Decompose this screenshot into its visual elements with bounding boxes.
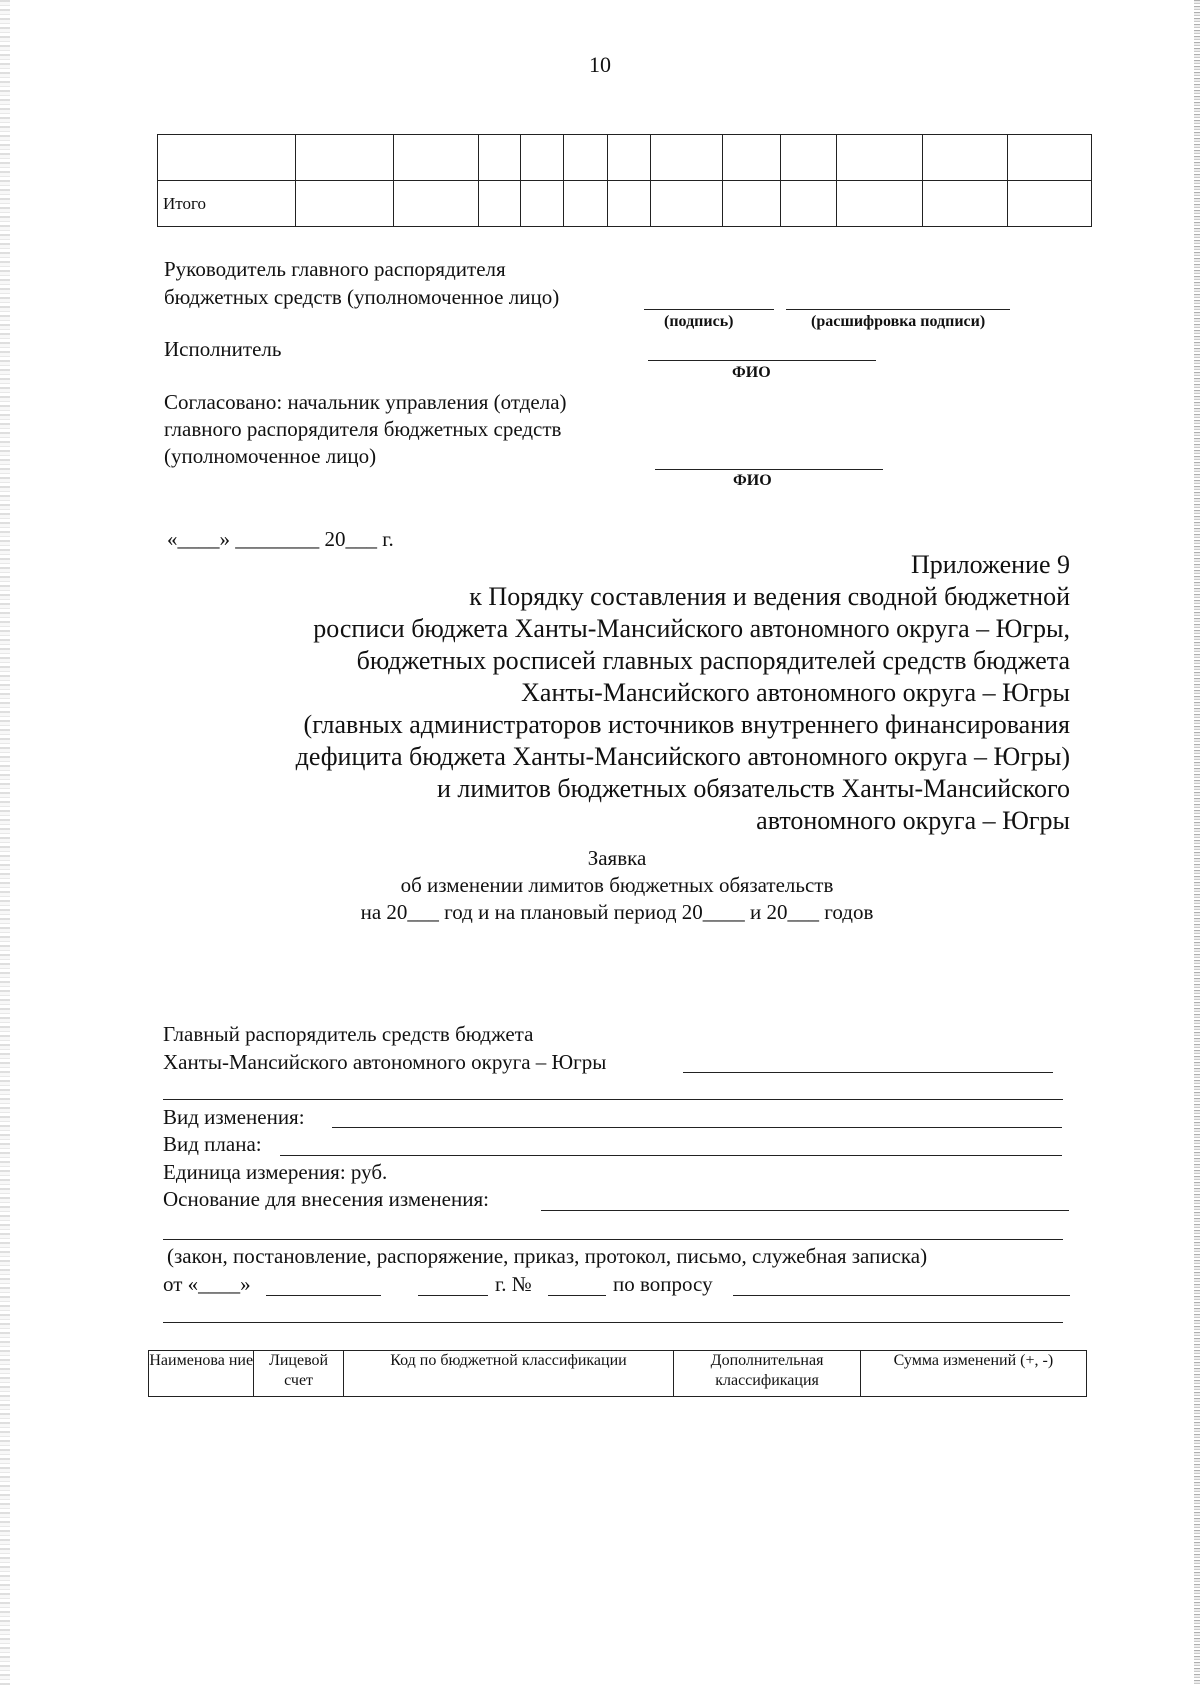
- manager-line-1: Главный распорядитель средств бюджета: [163, 1022, 534, 1046]
- table-cell: [158, 135, 296, 181]
- executor-label: Исполнитель: [164, 337, 282, 361]
- request-title: Заявка: [587, 846, 647, 870]
- fio-caption: ФИО: [733, 472, 772, 489]
- column-header: Сумма изменений (+, -): [860, 1351, 1086, 1397]
- column-header: Наименова ние: [149, 1351, 254, 1397]
- request-subtitle: об изменении лимитов бюджетных обязательств: [400, 873, 834, 897]
- decoding-line: [786, 309, 1010, 310]
- appendix-heading: [296, 549, 1070, 837]
- table-cell: [723, 135, 780, 181]
- signature-line: [644, 309, 774, 310]
- table-cell: [563, 181, 608, 227]
- request-table: [148, 1350, 1087, 1397]
- page-number: 10: [589, 52, 611, 77]
- table-cell: [521, 135, 564, 181]
- agreed-line-3: (уполномоченное лицо): [164, 444, 377, 468]
- top-table: [157, 134, 1092, 227]
- table-cell: [394, 181, 478, 227]
- date-line: «____» ________ 20___ г.: [167, 527, 394, 551]
- appendix-line: (главных администраторов источников внутреннего финансирования: [303, 710, 1070, 739]
- plan-type-line: [280, 1155, 1062, 1156]
- table-cell: [478, 135, 521, 181]
- table-cell: [296, 181, 394, 227]
- table-cell: [1007, 181, 1091, 227]
- table-cell: [650, 181, 722, 227]
- table-cell: [478, 181, 521, 227]
- head-line-1: Руководитель главного распорядителя: [164, 257, 506, 281]
- table-cell: [837, 135, 923, 181]
- table-cell: [780, 181, 836, 227]
- table-cell: [563, 135, 608, 181]
- scan-edge-right: [1194, 0, 1200, 1685]
- table-row: [158, 135, 1092, 181]
- fio-caption: ФИО: [732, 364, 771, 381]
- basis-hint: (закон, постановление, распоряжение, приказ, протокол, письмо, служебная записка): [167, 1244, 928, 1268]
- appendix-line: росписи бюджета Ханты-Мансийского автономного округа – Югры,: [313, 614, 1070, 643]
- appendix-line: и лимитов бюджетных обязательств Ханты-Мансийского: [436, 774, 1070, 803]
- head-line-2: бюджетных средств (уполномоченное лицо): [164, 285, 560, 309]
- appendix-line: дефицита бюджета Ханты-Мансийского автономного округа – Югры): [295, 742, 1070, 771]
- table-cell: [1007, 135, 1091, 181]
- request-period: на 20___ год и на плановый период 20____ и 20___ годов: [360, 900, 874, 924]
- table-header-row: [149, 1351, 1087, 1397]
- scan-edge-left: [0, 0, 10, 1685]
- change-type-line: [332, 1127, 1062, 1128]
- appendix-line: к Порядку составления и ведения сводной бюджетной: [469, 582, 1070, 611]
- appendix-line: Ханты-Мансийского автономного округа – Югры: [521, 678, 1070, 707]
- date-year-line: [418, 1295, 488, 1296]
- column-header: Дополнительная классификация: [674, 1351, 861, 1397]
- manager-field-line: [683, 1072, 1053, 1073]
- table-cell: [608, 135, 651, 181]
- table-cell: [608, 181, 651, 227]
- change-type-label: Вид изменения:: [163, 1105, 305, 1129]
- signature-caption: (подпись): [664, 313, 734, 330]
- appendix-line: автономного округа – Югры: [756, 806, 1070, 835]
- decoding-caption: (расшифровка подписи): [811, 313, 986, 330]
- table-cell: [296, 135, 394, 181]
- basis-extra-line: [163, 1239, 1063, 1240]
- appendix-line: бюджетных росписей главных распорядителей средств бюджета: [356, 646, 1070, 675]
- appendix-line: Приложение 9: [910, 550, 1070, 579]
- table-row: [158, 181, 1092, 227]
- agreed-line-2: главного распорядителя бюджетных средств: [164, 417, 562, 441]
- table-cell: [923, 135, 1007, 181]
- issue-extra-line: [163, 1322, 1063, 1323]
- table-cell: [521, 181, 564, 227]
- column-header: Код по бюджетной классификации: [343, 1351, 674, 1397]
- column-header: Лицевой счет: [254, 1351, 343, 1397]
- issue-line: [733, 1295, 1070, 1296]
- manager-line-2: Ханты-Мансийского автономного округа – Югры: [163, 1050, 607, 1074]
- on-issue-label: по вопросу: [613, 1272, 713, 1296]
- table-cell: [780, 135, 836, 181]
- table-cell: [650, 135, 722, 181]
- number-line: [548, 1295, 606, 1296]
- table-cell: [837, 181, 923, 227]
- year-number-label: г. №: [495, 1272, 532, 1296]
- from-label: от «____»: [163, 1272, 251, 1296]
- date-month-line: [266, 1295, 381, 1296]
- manager-extra-line: [163, 1099, 1063, 1100]
- total-label: Итого: [158, 181, 296, 227]
- agreed-line: [655, 469, 883, 470]
- plan-type-label: Вид плана:: [163, 1132, 262, 1156]
- executor-line: [648, 360, 876, 361]
- table-cell: [394, 135, 478, 181]
- table-cell: [723, 181, 780, 227]
- basis-line: [541, 1210, 1069, 1211]
- unit-label: Единица измерения: руб.: [163, 1160, 388, 1184]
- table-cell: [923, 181, 1007, 227]
- basis-label: Основание для внесения изменения:: [163, 1187, 489, 1211]
- agreed-line-1: Согласовано: начальник управления (отдела): [164, 390, 567, 414]
